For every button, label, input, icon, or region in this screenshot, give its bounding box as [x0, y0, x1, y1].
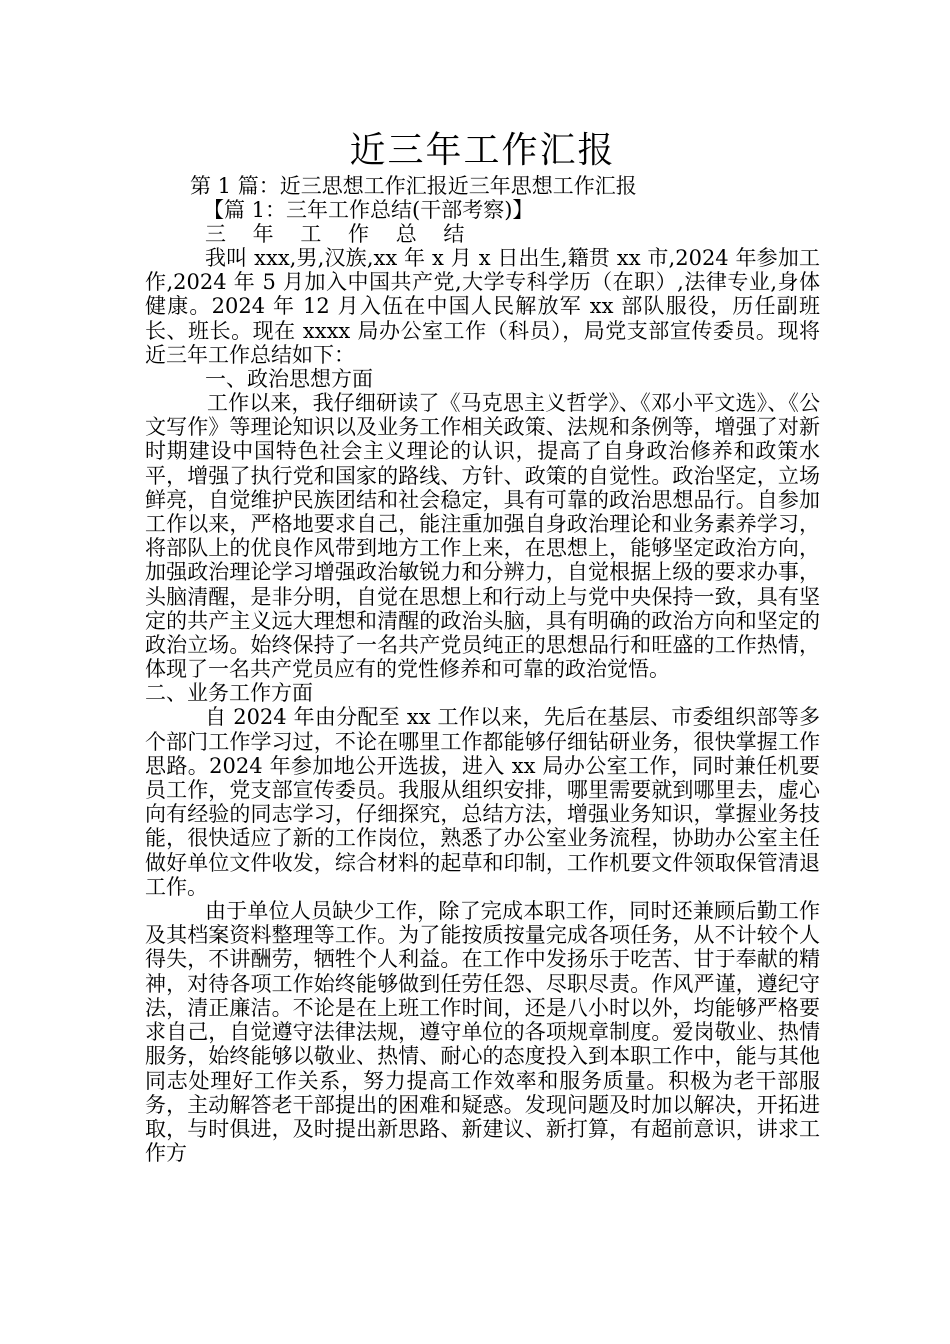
political-paragraph: 工作以来，我仔细研读了《马克思主义哲学》、《邓小平文选》、《公文写作》等理论知识以及业务工作相关政策、法规和条例等，增强了对新时期建设中国特色社会主义理论的认识，提高了自身政治修养和政策水平，增强了执行党和国家的路线、方针、政策的自觉性。政治坚定，立场鲜亮，自觉维护民族团结和社会稳定，具有可靠的政治思想品行。自参加工作以来，严格地要求自己，能注重加强自身政治理论和业务素养学习，将部队上的优良作风带到地方工作上来，在思想上，能够坚定政治方向，加强政治理论学习增强政治敏锐力和分辨力，自觉根据上级的要求办事，头脑清醒，是非分明，自觉在思想上和行动上与党中央保持一致，具有坚定的共产主义远大理想和清醒的政治头脑，具有明确的政治方向和坚定的政治立场。始终保持了一名共产党员纯正的思想品行和旺盛的工作热情，体现了一名共产党员应有的党性修养和可靠的政治觉悟。	[145, 391, 820, 682]
section-heading: 【篇 1：三年工作总结(干部考察)】	[203, 198, 534, 222]
heading-political: 一、政治思想方面	[205, 367, 373, 392]
document-title: 近三年工作汇报	[349, 130, 616, 171]
work-paragraph-2: 由于单位人员缺少工作，除了完成本职工作，同时还兼顾后勤工作及其档案资料整理等工作。为了能按质按量完成各项任务，从不计较个人得失，不讲酬劳，牺牲个人利益。在工作中发扬乐于吃苦、甘于奉献的精神，对待各项工作始终能够做到任劳任怨、尽职尽责。作风严谨，遵纪守法，清正廉洁。不论是在上班工作时间，还是八小时以外，均能够严格要求自己，自觉遵守法律法规，遵守单位的各项规章制度。爱岗敬业、热情服务，始终能够以敬业、热情、耐心的态度投入到本职工作中，能与其他同志处理好工作关系，努力提高工作效率和服务质量。积极为老干部服务，主动解答老干部提出的困难和疑惑。发现问题及时加以解决，开拓进取，与时俱进，及时提出新思路、新建议、新打算，有超前意识，讲求工作方	[145, 899, 820, 1166]
document-subtitle: 第 1 篇：近三思想工作汇报近三年思想工作汇报	[190, 174, 637, 198]
summary-heading: 三 年 工 作 总 结	[205, 222, 475, 246]
work-paragraph-1: 自 2024 年由分配至 xx 工作以来，先后在基层、市委组织部等多个部门工作学习过，不论在哪里工作都能够仔细钻研业务，很快掌握工作思路。2024 年参加地公开选拔，进入 xx 局办公室工作，同时兼任机要员工作，党支部宣传委员。我服从组织安排，哪里需要就到哪里去，虚心向有经验的同志学习，仔细探究，总结方法，增强业务知识，掌握业务技能，很快适应了新的工作岗位，熟悉了办公室业务流程，协助办公室主任做好单位文件收发，综合材料的起草和印制，工作机要文件领取保管清退工作。	[145, 705, 820, 899]
heading-work: 二、业务工作方面	[145, 681, 313, 706]
intro-paragraph: 我叫 xxx,男,汉族,xx 年 x 月 x 日出生,籍贯 xx 市,2024 年参加工作,2024 年 5 月加入中国共产党,大学专科学历（在职）,法律专业,身体健康。2024 年 12 月入伍在中国人民解放军 xx 部队服役，历任副班长、班长。现在 xxxx 局办公室工作（科员），局党支部宣传委员。现将近三年工作总结如下：	[145, 246, 820, 367]
